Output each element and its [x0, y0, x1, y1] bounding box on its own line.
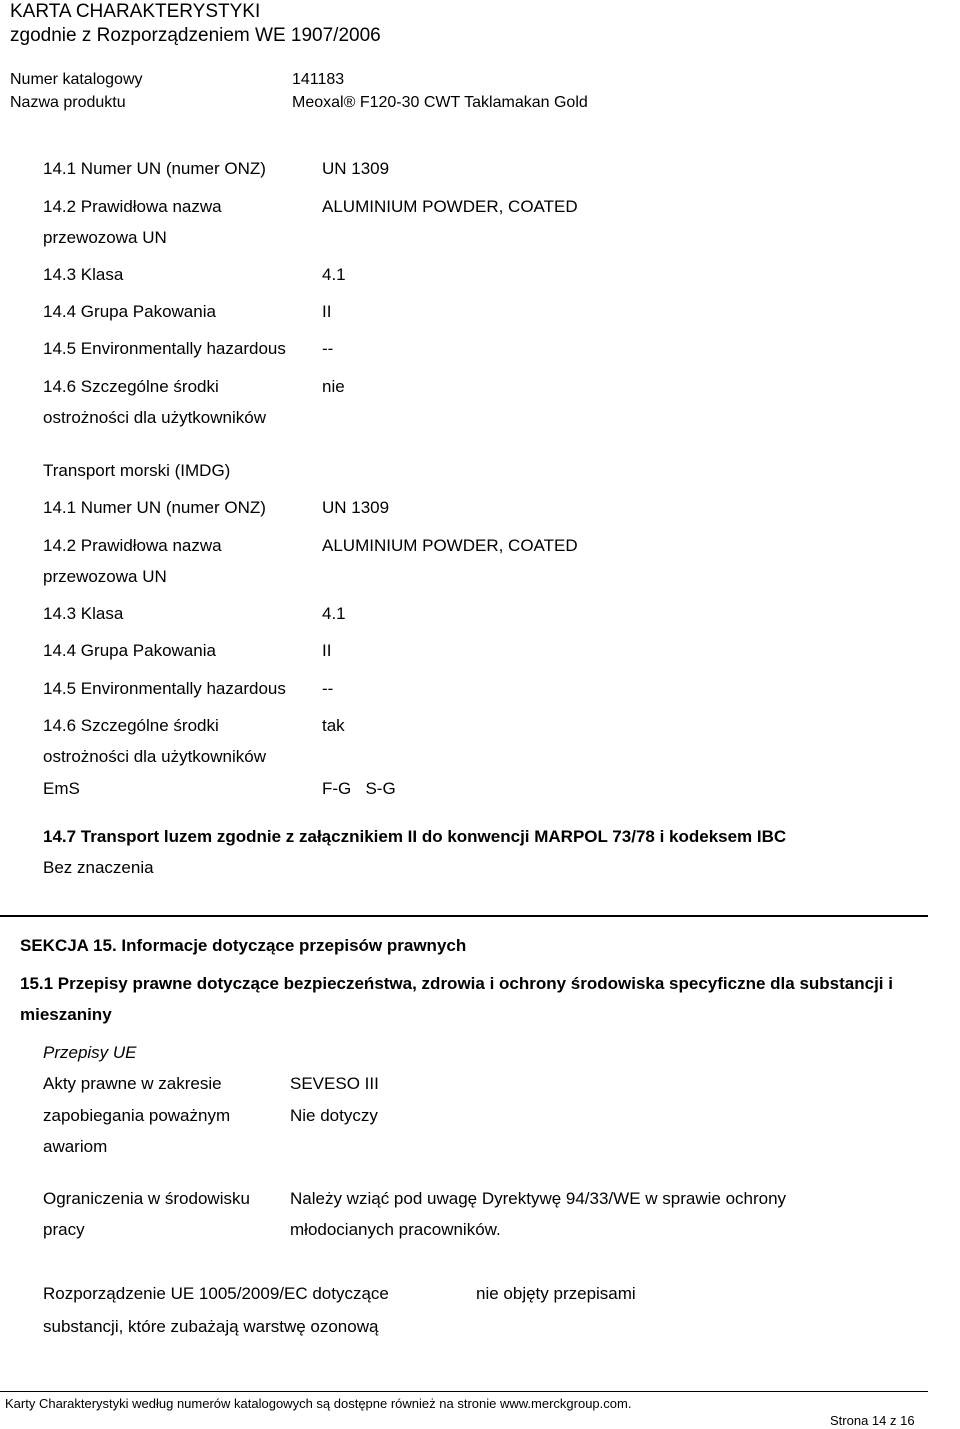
shipping-name-value: ALUMINIUM POWDER, COATED — [322, 197, 578, 216]
shipping-name-label-cont: przewozowa UN — [43, 228, 167, 247]
seveso-label: Akty prawne w zakresie — [43, 1074, 222, 1093]
shipping-name-label: 14.2 Prawidłowa nazwa — [43, 197, 222, 216]
precautions-value: nie — [322, 377, 345, 396]
product-name-label: Nazwa produktu — [10, 94, 126, 111]
seveso-label-cont-2: awariom — [43, 1137, 108, 1156]
ozone-regulation-label-cont: substancji, które zubażają warstwę ozonową — [43, 1317, 379, 1336]
document-title: KARTA CHARAKTERYSTYKI — [10, 1, 261, 22]
env-hazard-label: 14.5 Environmentally hazardous — [43, 339, 286, 358]
footer-note: Karty Charakterystyki według numerów katalogowych są dostępne również na stronie www.merckgroup.com. — [5, 1396, 632, 1411]
work-restrictions-value: Należy wziąć pod uwagę Dyrektywę 94/33/WE w sprawie ochrony — [290, 1189, 787, 1208]
bulk-transport-value: Bez znaczenia — [43, 858, 154, 877]
precautions-label-cont: ostrożności dla użytkowników — [43, 408, 266, 427]
page-number: Strona 14 z 16 — [830, 1413, 915, 1428]
imdg-packing-group-label: 14.4 Grupa Pakowania — [43, 641, 216, 660]
imdg-class-label: 14.3 Klasa — [43, 604, 124, 623]
work-restrictions-value-cont: młodocianych pracowników. — [290, 1220, 501, 1239]
imdg-heading: Transport morski (IMDG) — [43, 461, 231, 480]
imdg-precautions-label: 14.6 Szczególne środki — [43, 716, 219, 735]
imdg-un-number-value: UN 1309 — [322, 498, 390, 517]
imdg-class-value: 4.1 — [322, 604, 346, 623]
footer-divider — [0, 1391, 928, 1392]
work-restrictions-label: Ograniczenia w środowisku — [43, 1189, 250, 1208]
un-number-label: 14.1 Numer UN (numer ONZ) — [43, 159, 266, 178]
bulk-transport-heading: 14.7 Transport luzem zgodnie z załącznikiem II do konwencji MARPOL 73/78 i kodeksem IBC — [43, 827, 787, 846]
imdg-precautions-value: tak — [322, 716, 345, 735]
subsection-15-1-heading-cont: mieszaniny — [20, 1005, 112, 1024]
imdg-env-hazard-value: -- — [322, 679, 334, 698]
imdg-shipping-name-label-cont: przewozowa UN — [43, 567, 167, 586]
un-number-value: UN 1309 — [322, 159, 390, 178]
seveso-value: SEVESO III — [290, 1074, 379, 1093]
seveso-label-cont: zapobiegania poważnym — [43, 1106, 231, 1125]
section-divider — [0, 915, 928, 917]
document-header — [0, 0, 960, 124]
env-hazard-value: -- — [322, 339, 334, 358]
seveso-applicability: Nie dotyczy — [290, 1106, 378, 1125]
subsection-15-1-heading: 15.1 Przepisy prawne dotyczące bezpieczeństwa, zdrowia i ochrony środowiska specyficzne dla substancji i — [20, 974, 893, 993]
work-restrictions-label-cont: pracy — [43, 1220, 85, 1239]
ozone-regulation-label: Rozporządzenie UE 1005/2009/EC dotyczące — [43, 1284, 389, 1303]
eu-regulations-label: Przepisy UE — [43, 1043, 137, 1062]
ems-label: EmS — [43, 779, 80, 798]
ozone-regulation-value: nie objęty przepisami — [476, 1284, 636, 1303]
imdg-shipping-name-label: 14.2 Prawidłowa nazwa — [43, 536, 222, 555]
imdg-precautions-label-cont: ostrożności dla użytkowników — [43, 747, 266, 766]
class-value: 4.1 — [322, 265, 346, 284]
packing-group-label: 14.4 Grupa Pakowania — [43, 302, 216, 321]
imdg-packing-group-value: II — [322, 641, 332, 660]
packing-group-value: II — [322, 302, 332, 321]
product-name-value: Meoxal® F120-30 CWT Taklamakan Gold — [292, 94, 588, 111]
class-label: 14.3 Klasa — [43, 265, 124, 284]
catalog-number-value: 141183 — [292, 71, 345, 88]
imdg-shipping-name-value: ALUMINIUM POWDER, COATED — [322, 536, 578, 555]
document-subtitle: zgodnie z Rozporządzeniem WE 1907/2006 — [10, 25, 381, 46]
imdg-env-hazard-label: 14.5 Environmentally hazardous — [43, 679, 286, 698]
catalog-number-label: Numer katalogowy — [10, 71, 143, 88]
ems-value: F-G S-G — [322, 779, 396, 798]
imdg-un-number-label: 14.1 Numer UN (numer ONZ) — [43, 498, 266, 517]
section-15-heading: SEKCJA 15. Informacje dotyczące przepisów prawnych — [20, 936, 467, 955]
precautions-label: 14.6 Szczególne środki — [43, 377, 219, 396]
